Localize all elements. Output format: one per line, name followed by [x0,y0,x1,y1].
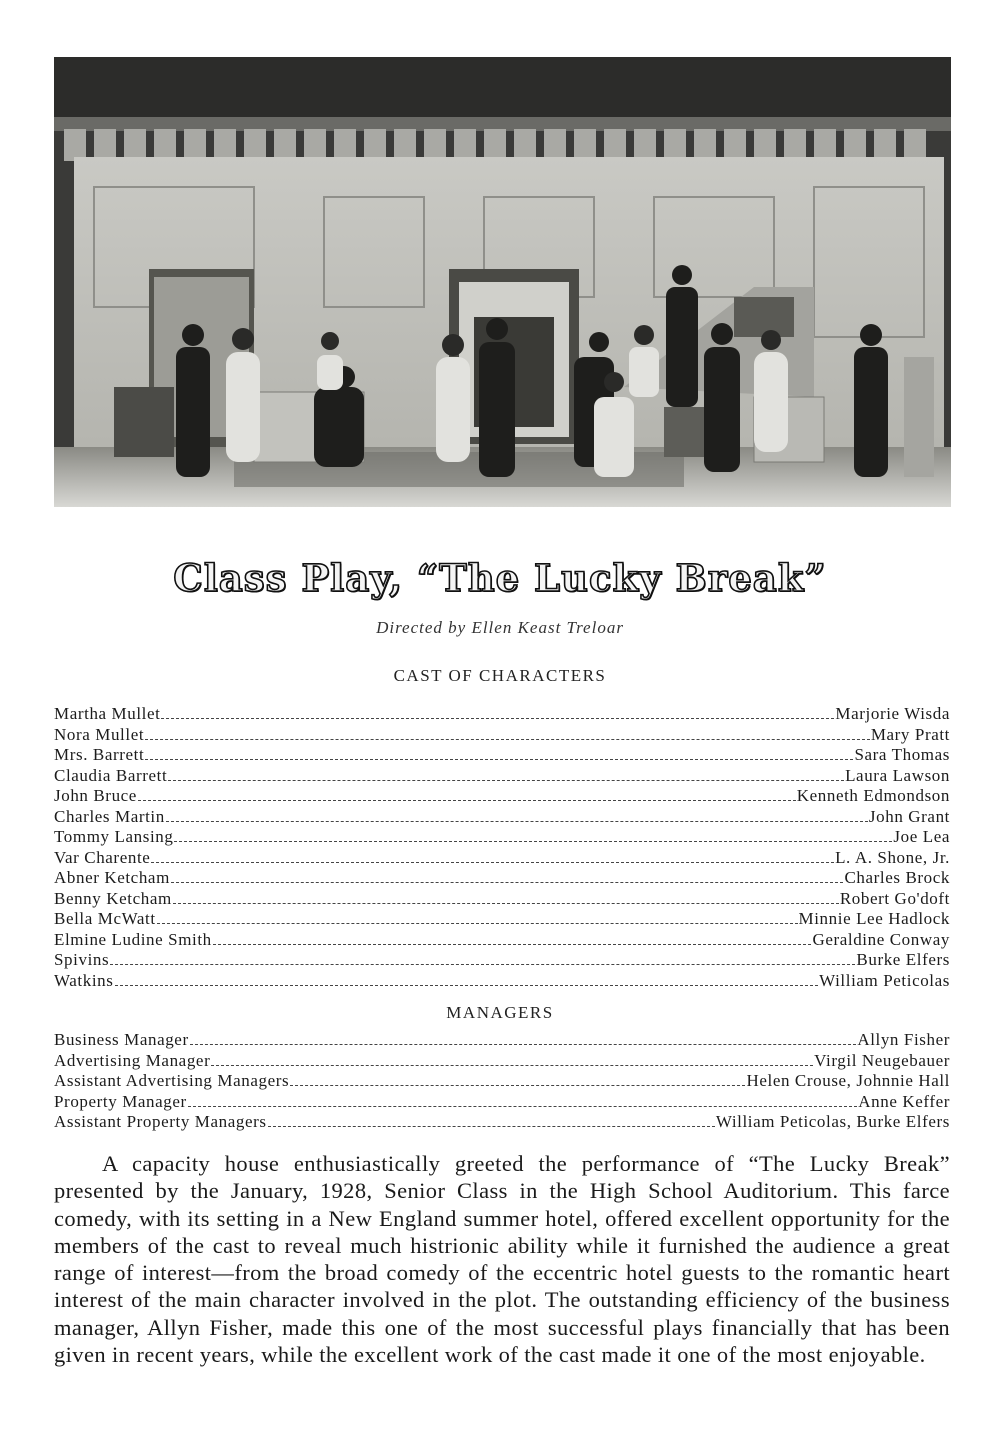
leader-dashes [161,718,834,719]
role-name: Spivins [54,950,110,969]
leader-dashes [213,944,812,945]
role-name: Charles Martin [54,806,165,826]
role-name: Claudia Barrett [54,765,168,785]
manager-row [54,1030,950,1051]
cast-row [54,827,950,848]
person-name: William Peticolas, Burke Elfers [715,1112,950,1131]
cast-row [54,786,950,807]
actor-name: Kenneth Edmondson [796,786,950,805]
manager-row [54,1092,950,1113]
leader-dashes [174,841,892,842]
role-name: Watkins [54,970,114,990]
cast-row [54,766,950,787]
actor-name: Sara Thomas [854,745,950,764]
role-name: John Bruce [54,786,137,805]
role-name: Business Manager [54,1030,189,1049]
managers-list [54,1030,950,1133]
cast-row [54,971,950,992]
person-name: Allyn Fisher [857,1030,950,1049]
director-credit: Directed by Ellen Keast Treloar [376,618,624,637]
actor-name: Robert Go'doft [839,888,950,908]
leader-dashes [151,862,834,863]
manager-row [54,1071,950,1092]
actor-name: Burke Elfers [856,950,950,969]
managers-heading: MANAGERS [446,1003,554,1022]
leader-dashes [145,759,853,760]
actor-name: Mary Pratt [870,724,950,744]
role-name: Property Manager [54,1091,187,1111]
leader-dashes [157,923,798,924]
leader-dashes [173,903,839,904]
actor-name: John Grant [868,806,950,826]
role-name: Var Charente [54,847,151,867]
role-name: Bella McWatt [54,909,156,928]
cast-list [54,704,950,991]
role-name: Assistant Property Managers [54,1112,267,1131]
leader-dashes [138,800,796,801]
actor-name: Marjorie Wisda [835,704,950,723]
person-name: Virgil Neugebauer [814,1050,950,1070]
role-name: Advertising Manager [54,1050,211,1070]
cast-row [54,950,950,971]
actor-name: Laura Lawson [845,765,950,785]
stage-photo [54,57,951,507]
leader-dashes [188,1106,857,1107]
leader-dashes [290,1085,745,1086]
cast-row [54,930,950,951]
leader-dashes [168,780,844,781]
leader-dashes [115,985,819,986]
leader-dashes [211,1065,813,1066]
cast-row [54,848,950,869]
manager-row [54,1112,950,1133]
page-title: Class Play, “The Lucky Break” [173,556,827,600]
role-name: Abner Ketcham [54,868,170,887]
person-name: Anne Keffer [858,1091,950,1111]
leader-dashes [166,821,868,822]
actor-name: Minnie Lee Hadlock [798,909,950,928]
cast-heading: CAST OF CHARACTERS [393,666,607,685]
cast-row [54,725,950,746]
role-name: Nora Mullet [54,724,145,744]
cast-row [54,704,950,725]
cast-row [54,909,950,930]
cast-row [54,868,950,889]
role-name: Mrs. Barrett [54,745,145,764]
role-name: Martha Mullet [54,704,161,723]
stage-photo-image [54,57,951,507]
cast-row [54,889,950,910]
leader-dashes [171,882,844,883]
cast-row [54,745,950,766]
actor-name: Charles Brock [844,868,950,887]
leader-dashes [268,1126,715,1127]
leader-dashes [190,1044,857,1045]
actor-name: Geraldine Conway [812,929,950,949]
role-name: Elmine Ludine Smith [54,929,212,949]
role-name: Benny Ketcham [54,888,172,908]
person-name: Helen Crouse, Johnnie Hall [746,1071,950,1090]
role-name: Tommy Lansing [54,827,174,846]
cast-row [54,807,950,828]
leader-dashes [110,964,855,965]
actor-name: William Peticolas [819,970,950,990]
role-name: Assistant Advertising Managers [54,1071,290,1090]
review-paragraph: A capacity house enthusiastically greeted the performance of “The Lucky Break” presented by the January, 1928, Senior Class in the High School Auditorium. This farce comedy, with its setting in a New England summer hotel, offered excellent opportunity for the members of the cast to reveal much histrionic ability while it furnished the audience a great range of interest—from the broad comedy of the eccentric hotel guests to the romantic heart interest of the main character involved in the plot. The outstanding efficiency of the business manager, Allyn Fisher, made this one of the most successful plays financially that has been given in recent years, while the excellent work of the cast made it one of the most enjoyable. [54,1151,950,1368]
actor-name: Joe Lea [893,827,950,846]
actor-name: L. A. Shone, Jr. [835,847,950,867]
manager-row [54,1051,950,1072]
leader-dashes [145,739,870,740]
